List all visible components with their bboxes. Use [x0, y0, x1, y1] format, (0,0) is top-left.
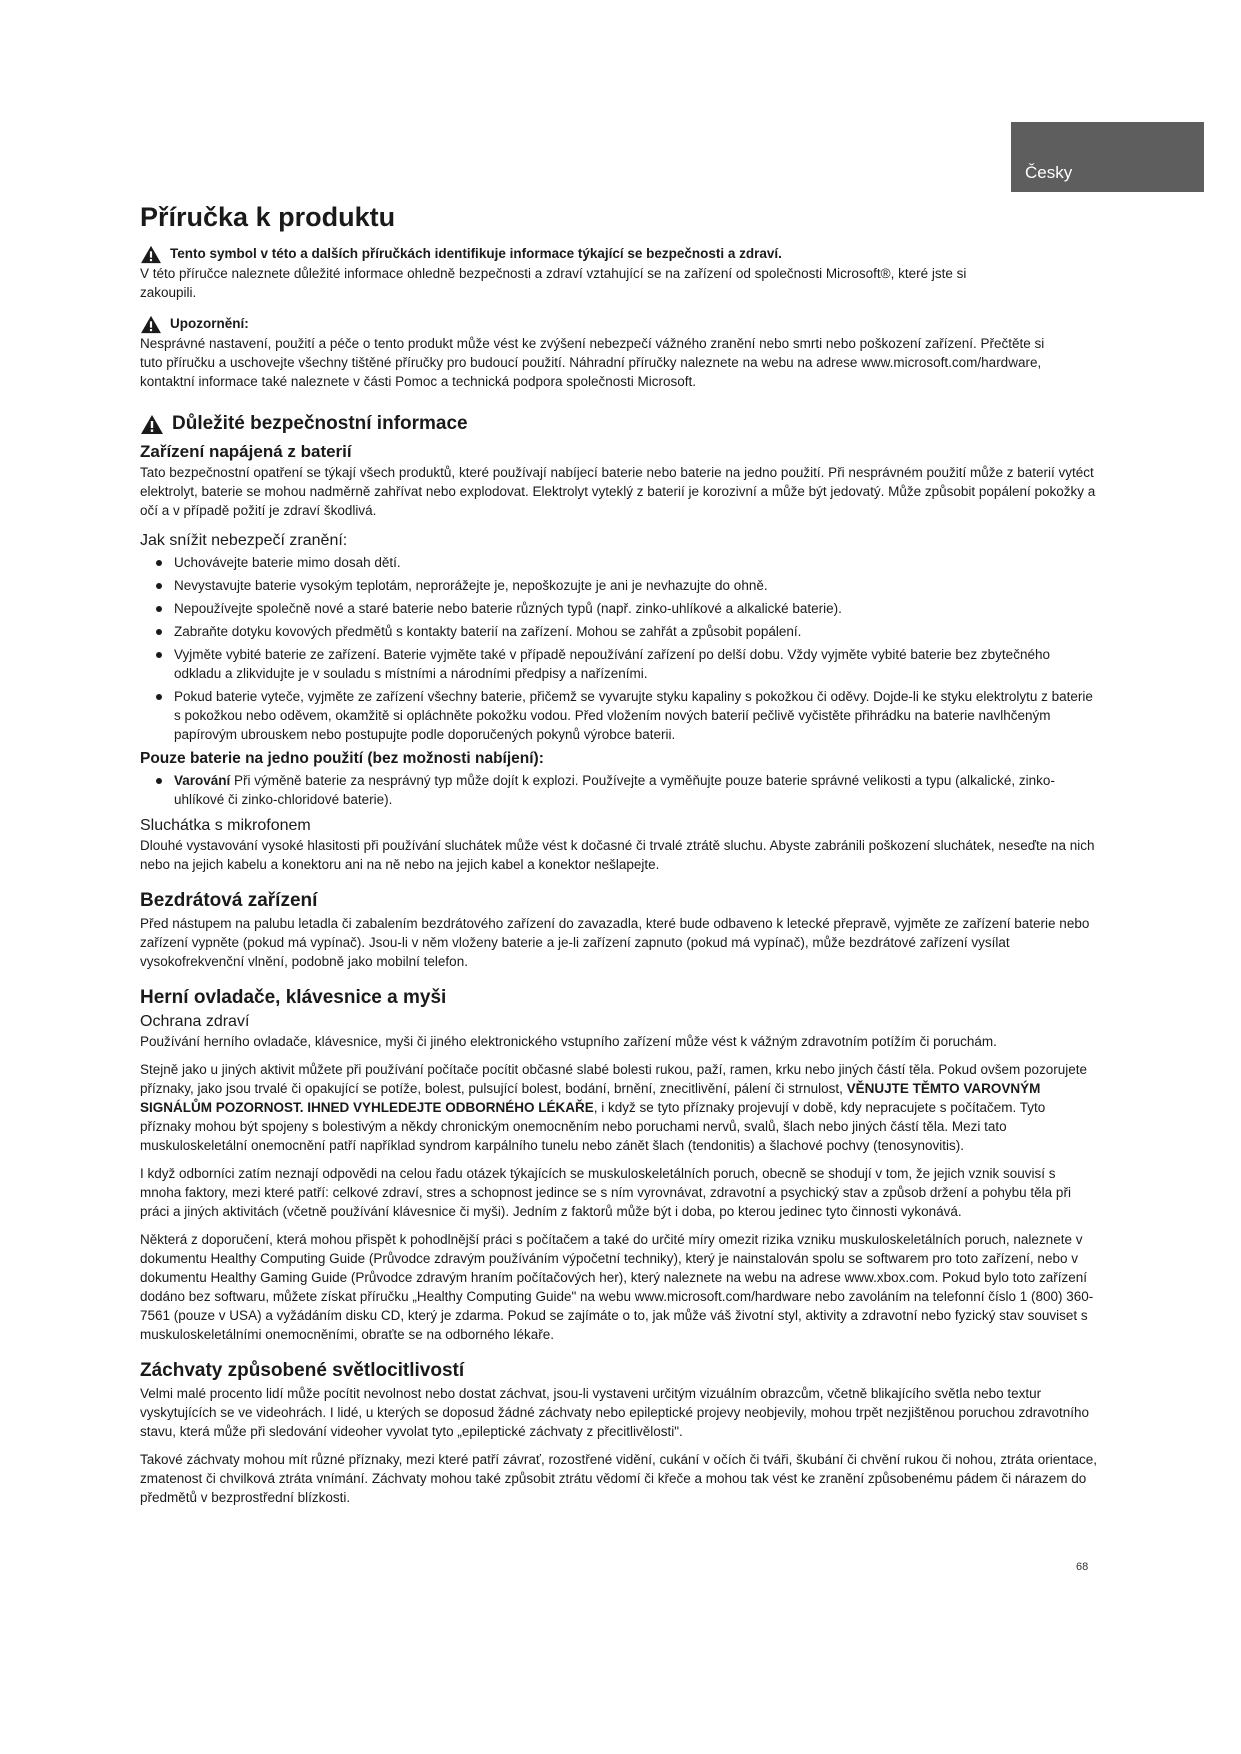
warning-triangle-icon: [140, 315, 162, 334]
page-number: 68: [1076, 1561, 1089, 1573]
battery-list: [140, 553, 1100, 744]
health-heading: Ochrana zdraví: [140, 1013, 250, 1030]
controllers-paragraph-1: Používání herního ovladače, klávesnice, myši či jiného elektronického vstupního zařízení může vést k vážným zdravotním potížím či poruchám.: [140, 1034, 997, 1049]
p2-text-after: , i když se tyto příznaky projevují v době, kdy nepracujete s počítačem. Tyto příznaky mohou být spojeny s bolestivým a někdy chronickým onemocněním nebo poruchami nervů, svalů, šlach nebo jiných částí těla. Mezi tato muskuloskeletální onemocnění patří například syndrom karpálního tunelu nebo zánět šlach (tendonitis) a šlachové pochvy (tenosynovitis).: [140, 1100, 1046, 1153]
symbol-note: [140, 244, 1100, 264]
list-item: Vyjměte vybité baterie ze zařízení. Baterie vyjměte také v případě nepoužívání zařízení po delší dobu. Vždy vyjměte vybité baterie bez zbytečného odkladu a zlikvidujte je v souladu s místními a národními předpisy a nařízeními.: [174, 645, 1100, 683]
list-item: Uchovávejte baterie mimo dosah dětí.: [174, 553, 1100, 572]
warning-label: Varování: [174, 773, 231, 788]
important-heading: [140, 411, 1100, 437]
single-use-heading: Pouze baterie na jedno použití (bez možnosti nabíjení):: [140, 750, 544, 767]
list-item: [174, 771, 1100, 809]
warning-triangle-icon: [140, 245, 162, 264]
seizures-paragraph-1: Velmi malé procento lidí může pocítit nevolnost nebo dostat záchvat, jsou-li vystaveni určitým vizuálním obrazcům, včetně blikajícího světla nebo textur vyskytujících se ve videohrách. I lidé, u kterých se doposud žádné záchvaty nebo epileptické projevy neobjevily, mohou trpět nezjištěnou poruchou zdravotního stavu, která může při sledování videoher vyvolat tyto „epileptické záchvaty z přecitlivělosti".: [140, 1386, 1090, 1439]
controllers-paragraph-3: I když odborníci zatím neznají odpovědi na celou řadu otázek týkajících se muskuloskeletálních poruch, obecně se shodují v tom, že jejich vznik souvisí s mnoha faktory, mezi které patří: celkové zdraví, stres a schopnost jedince se s ním vyrovnávat, zdravotní a psychický stav a způsob držení a pohybu těla při práci a jiných aktivitách (včetně používání klávesnice či myši). Jedním z faktorů může být i doba, po kterou jedinec tyto činnosti vykonává.: [140, 1166, 1071, 1219]
single-use-list: [140, 771, 1100, 809]
headset-paragraph: Dlouhé vystavování vysoké hlasitosti při používání sluchátek může vést k dočasné či trvalé ztrátě sluchu. Abyste zabránili poškození sluchátek, neseďte na nich nebo na jejich kabelu a konektoru ani na ně nebo na jejich kabel a konektor nešlapejte.: [140, 838, 1095, 872]
list-item: Nepoužívejte společně nové a staré baterie nebo baterie různých typů (např. zinko-uhlíkové a alkalické baterie).: [174, 599, 1100, 618]
wireless-paragraph: Před nástupem na palubu letadla či zabalením bezdrátového zařízení do zavazadla, které bude odbaveno k letecké přepravě, vyjměte ze zařízení baterie nebo zařízení vypněte (pokud má vypínač). Jsou-li v něm vloženy baterie a je-li zařízení zapnuto (pokud má vypínač), může bezdrátové zařízení vysílat vysokofrekvenční vlnění, podobně jako mobilní telefon.: [140, 916, 1090, 969]
document-body: [140, 198, 1100, 1507]
caution-heading: [140, 314, 1100, 334]
warning-triangle-icon: [140, 414, 164, 435]
headset-heading: Sluchátka s mikrofonem: [140, 817, 311, 834]
controllers-heading: Herní ovladače, klávesnice a myši: [140, 987, 447, 1008]
controllers-paragraph-2: [140, 1060, 1100, 1155]
p2-warning-caps: VĚNUJTE TĚMTO VAROVNÝM SIGNÁLŮM POZORNOST. IHNED VYHLEDEJTE ODBORNÉHO LÉKAŘE: [140, 1081, 1041, 1115]
important-heading-text: Důležité bezpečnostní informace: [172, 413, 468, 434]
page-title: Příručka k produktu: [140, 202, 396, 232]
warning-text: Při výměně baterie za nesprávný typ může dojít k explozi. Používejte a vyměňujte pouze baterie správné velikosti a typu (alkalické, zinko-uhlíkové či zinko-chloridové baterie).: [174, 773, 1055, 807]
list-item: Pokud baterie vyteče, vyjměte ze zařízení všechny baterie, přičemž se vyvarujte styku kapaliny s pokožkou či oděvy. Dojde-li ke styku elektrolytu z baterie s pokožkou nebo oděvem, okamžitě si opláchněte pokožku vodou. Před vložením nových baterií pečlivě vyčistěte přihrádku na baterie navlhčeným papírovým ubrouskem nebo postupujte podle doporučených pokynů výrobce baterii.: [174, 687, 1100, 744]
list-item: Zabraňte dotyku kovových předmětů s kontakty baterií na zařízení. Mohou se zahřát a způsobit popálení.: [174, 622, 1100, 641]
controllers-paragraph-4: Některá z doporučení, která mohou přispět k pohodlnější práci s počítačem a také do určité míry omezit rizika vzniku muskuloskeletálních poruch, naleznete v dokumentu Healthy Computing Guide (Průvodce zdravým používáním výpočetní techniky), který je nainstalován spolu se softwarem pro toto zařízení, nebo v dokumentu Healthy Gaming Guide (Průvodce zdravým hraním počítačových her), který naleznete na webu na adrese www.xbox.com. Pokud bylo toto zařízení dodáno bez softwaru, můžete získat příručku „Healthy Computing Guide" na webu www.microsoft.com/hardware nebo zavoláním na telefonní číslo 1 (800) 360-7561 (pouze v USA) a vyžádáním disku CD, který je zdarma. Pokud se zajímáte o to, jak může váš životní styl, aktivity a zdravotní nebo fyzický stav souviset s muskuloskeletálními onemocněními, obraťte se na odborného lékaře.: [140, 1232, 1094, 1342]
caution-paragraph: Nesprávné nastavení, použití a péče o tento produkt může vést ke zvýšení nebezpečí vážného zranění nebo smrti nebo poškození zařízení. Přečtěte si tuto příručku a uschovejte všechny tištěné příručky pro budoucí použití. Náhradní příručky naleznete na webu na adrese www.microsoft.com/hardware, kontaktní informace také naleznete v části Pomoc a technická podpora společnosti Microsoft.: [140, 336, 1045, 389]
language-tab: Česky: [1011, 122, 1204, 192]
caution-heading-text: Upozornění:: [170, 316, 249, 331]
p2-text-before: Stejně jako u jiných aktivit můžete při používání počítače pocítit občasné slabé bolesti rukou, paží, ramen, krku nebo jiných částí těla. Pokud ovšem pozorujete příznaky, jako jsou trvalé či opakující se potíže, bolest, pulsující bolest, bodání, brnění, znecitlivění, pálení či strnulost,: [140, 1062, 1088, 1096]
symbol-note-text: Tento symbol v této a dalších příručkách identifikuje informace týkající se bezpečnosti a zdraví.: [170, 246, 782, 261]
intro-paragraph: V této příručce naleznete důležité informace ohledně bezpečnosti a zdraví vztahující se na zařízení od společnosti Microsoft®, které jste si zakoupili.: [140, 266, 967, 300]
battery-paragraph: Tato bezpečnostní opatření se týkají všech produktů, které používají nabíjecí baterie nebo baterie na jedno použití. Při nesprávném použití může z baterií vytéct elektrolyt, baterie se mohou nadměrně zahřívat nebo explodovat. Elektrolyt vyteklý z baterií je korozivní a může být jedovatý. Může způsobit popálení pokožky a očí a v případě požití je zdraví škodlivá.: [140, 465, 1096, 518]
wireless-heading: Bezdrátová zařízení: [140, 890, 318, 911]
seizures-heading: Záchvaty způsobené světlocitlivostí: [140, 1360, 465, 1381]
list-item: Nevystavujte baterie vysokým teplotám, neprorážejte je, nepoškozujte je ani je nevhazujte do ohně.: [174, 576, 1100, 595]
seizures-paragraph-2: Takové záchvaty mohou mít různé příznaky, mezi které patří závrať, rozostřené vidění, cukání v očích či tváři, škubání či chvění rukou či nohou, ztráta orientace, zmatenost či chvilková ztráta vnímání. Záchvaty mohou také způsobit ztrátu vědomí či křeče a mohou tak vést ke zranění způsobenému pádem či nárazem do předmětů v bezprostřední blízkosti.: [140, 1452, 1098, 1505]
battery-heading: Zařízení napájená z baterií: [140, 442, 352, 461]
reduce-risk-heading: Jak snížit nebezpečí zranění:: [140, 532, 348, 549]
